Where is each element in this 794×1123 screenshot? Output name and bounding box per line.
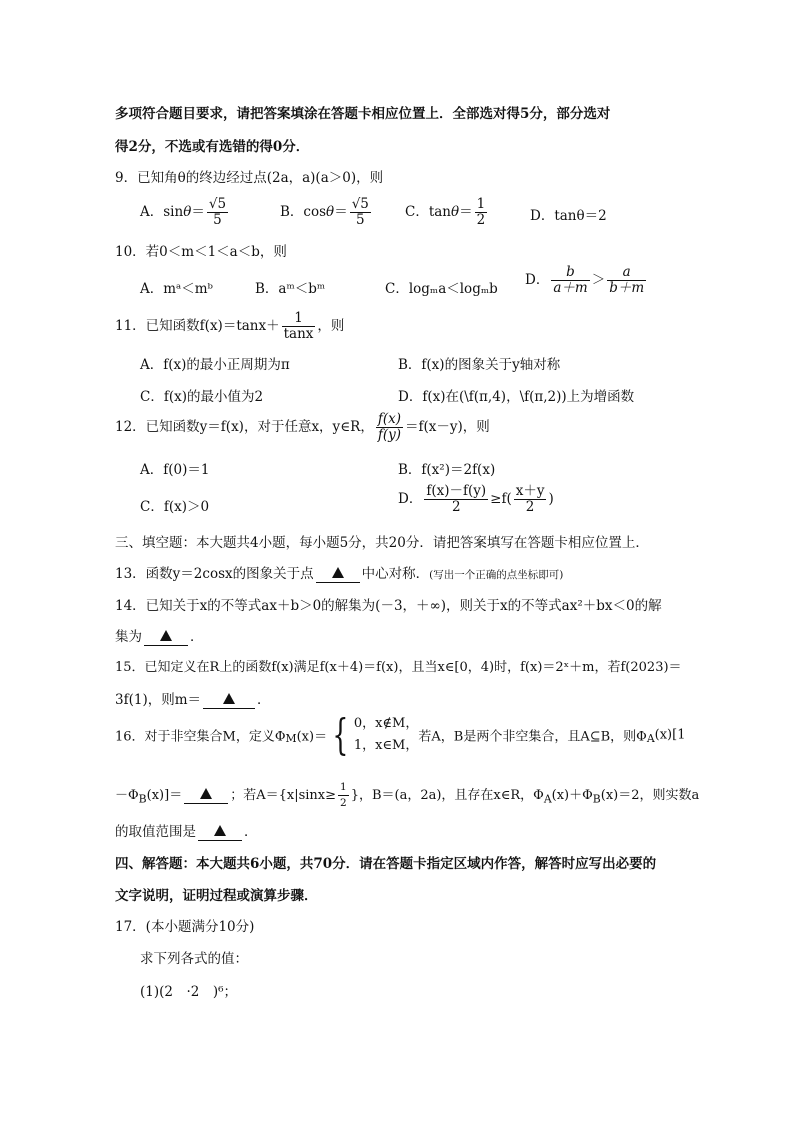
q9-option-d: D．tanθ＝2	[530, 208, 607, 224]
instructions-line-2: 得2分，不选或有选错的得0分．	[115, 139, 310, 155]
q14-line-1: 14．已知关于x的不等式ax＋b＞0的解集为(－3，＋∞)，则关于x的不等式ax²＋bx＜0的解	[115, 598, 662, 614]
triangle-icon	[332, 567, 344, 578]
q14-line-2: 集为 ．	[115, 629, 204, 645]
brace-icon: {	[332, 710, 349, 759]
q12-option-a: A．f(0)＝1	[140, 462, 210, 478]
q10-option-b: B．aᵐ＜bᵐ	[255, 281, 326, 297]
q16-line-1: 16．对于非空集合M，定义$\Phi_M(x)=$ { 0，x∉M， 1，x∈M， 若A，B是两个非空集合，且A⊆B，则$\Phi_A(x)[1$	[115, 710, 686, 759]
answer-blank[interactable]	[144, 629, 188, 646]
q12-option-d: D． $\frac{f(x)-f(y)}{2}$ ≥f( $\frac{x+y}{2}$ )	[398, 483, 554, 515]
q11-option-d: D．f(x)在(\f(π,4)，\f(π,2))上为增函数	[398, 389, 635, 405]
q15-line-2: 3f(1)，则m＝ ．	[115, 692, 271, 708]
q10-option-c: C．logₘa＜logₘb	[385, 281, 498, 297]
triangle-icon	[214, 825, 226, 836]
triangle-icon	[200, 788, 212, 799]
q11-option-c: C．f(x)的最小值为2	[140, 389, 264, 405]
q13: 13．函数y＝2cosx的图象关于点 中心对称．(写出一个正确的点坐标即可)	[115, 566, 564, 582]
triangle-icon	[160, 630, 172, 641]
q17-title: 17．(本小题满分10分)	[115, 919, 255, 935]
answer-blank[interactable]	[198, 824, 242, 841]
answer-blank[interactable]	[184, 788, 228, 804]
q17-instruction: 求下列各式的值：	[140, 951, 248, 967]
section-4-heading-line-2: 文字说明，证明过程或演算步骤．	[115, 888, 318, 904]
q10-option-d: D． $\frac{b}{a+m}$ ＞ $\frac{a}{b+m}$	[525, 264, 645, 296]
q17-part-1: (1)(2 ·2 )⁶；	[140, 984, 238, 1000]
instructions-line-1: 多项符合题目要求，请把答案填涂在答题卡相应位置上．全部选对得5分，部分选对	[115, 106, 611, 122]
q9-option-c: C．tanθ＝ $\frac{1}{2}$	[405, 196, 486, 228]
q9-option-b: B．cosθ＝ $\frac{√5}{5}$	[280, 196, 369, 228]
q9-stem: 9．已知角θ的终边经过点(2a，a)(a＞0)，则	[115, 170, 384, 186]
answer-blank[interactable]	[203, 692, 255, 709]
q15-line-1: 15．已知定义在R上的函数f(x)满足f(x＋4)＝f(x)，且当x∈[0，4)时，f(x)＝2ˣ＋m，若f(2023)＝	[115, 660, 682, 675]
q10-stem: 10．若0＜m＜1＜a＜b，则	[115, 244, 287, 260]
triangle-icon	[223, 693, 235, 704]
answer-blank[interactable]	[316, 566, 360, 583]
q16-line-2: $-\Phi_B(x)]=$ ；若A＝{x|sinx≥ $\frac{1}{2}$ }，B＝(a，2a)，且存在x∈R，$\Phi_A(x)+\Phi_B(x)=2$，则实数a	[115, 781, 700, 809]
section-3-heading: 三、填空题：本大题共4小题，每小题5分，共20分．请把答案填写在答题卡相应位置上．	[115, 535, 649, 551]
q11-option-b: B．f(x)的图象关于y轴对称	[398, 357, 561, 373]
q16-line-3: 的取值范围是 ．	[115, 824, 258, 840]
q12-option-c: C．f(x)＞0	[140, 499, 210, 515]
q12-stem: 12．已知函数y＝f(x)，对于任意x，y∈R， $\frac{f(x)}{f(y)}$ ＝f(x－y)，则	[115, 411, 490, 443]
q10-option-a: A．mᵃ＜mᵇ	[140, 281, 213, 297]
q11-option-a: A．f(x)的最小正周期为π	[140, 357, 290, 373]
q9-option-a: A．sinθ＝ $\frac{√5}{5}$	[140, 196, 227, 228]
section-4-heading-line-1: 四、解答题：本大题共6小题，共70分．请在答题卡指定区域内作答，解答时应写出必要的	[115, 856, 657, 872]
q11-stem: 11．已知函数f(x)＝tanx＋ $\frac{1}{\tan x}$ ，则	[115, 310, 345, 342]
q12-option-b: B．f(x²)＝2f(x)	[398, 462, 496, 478]
